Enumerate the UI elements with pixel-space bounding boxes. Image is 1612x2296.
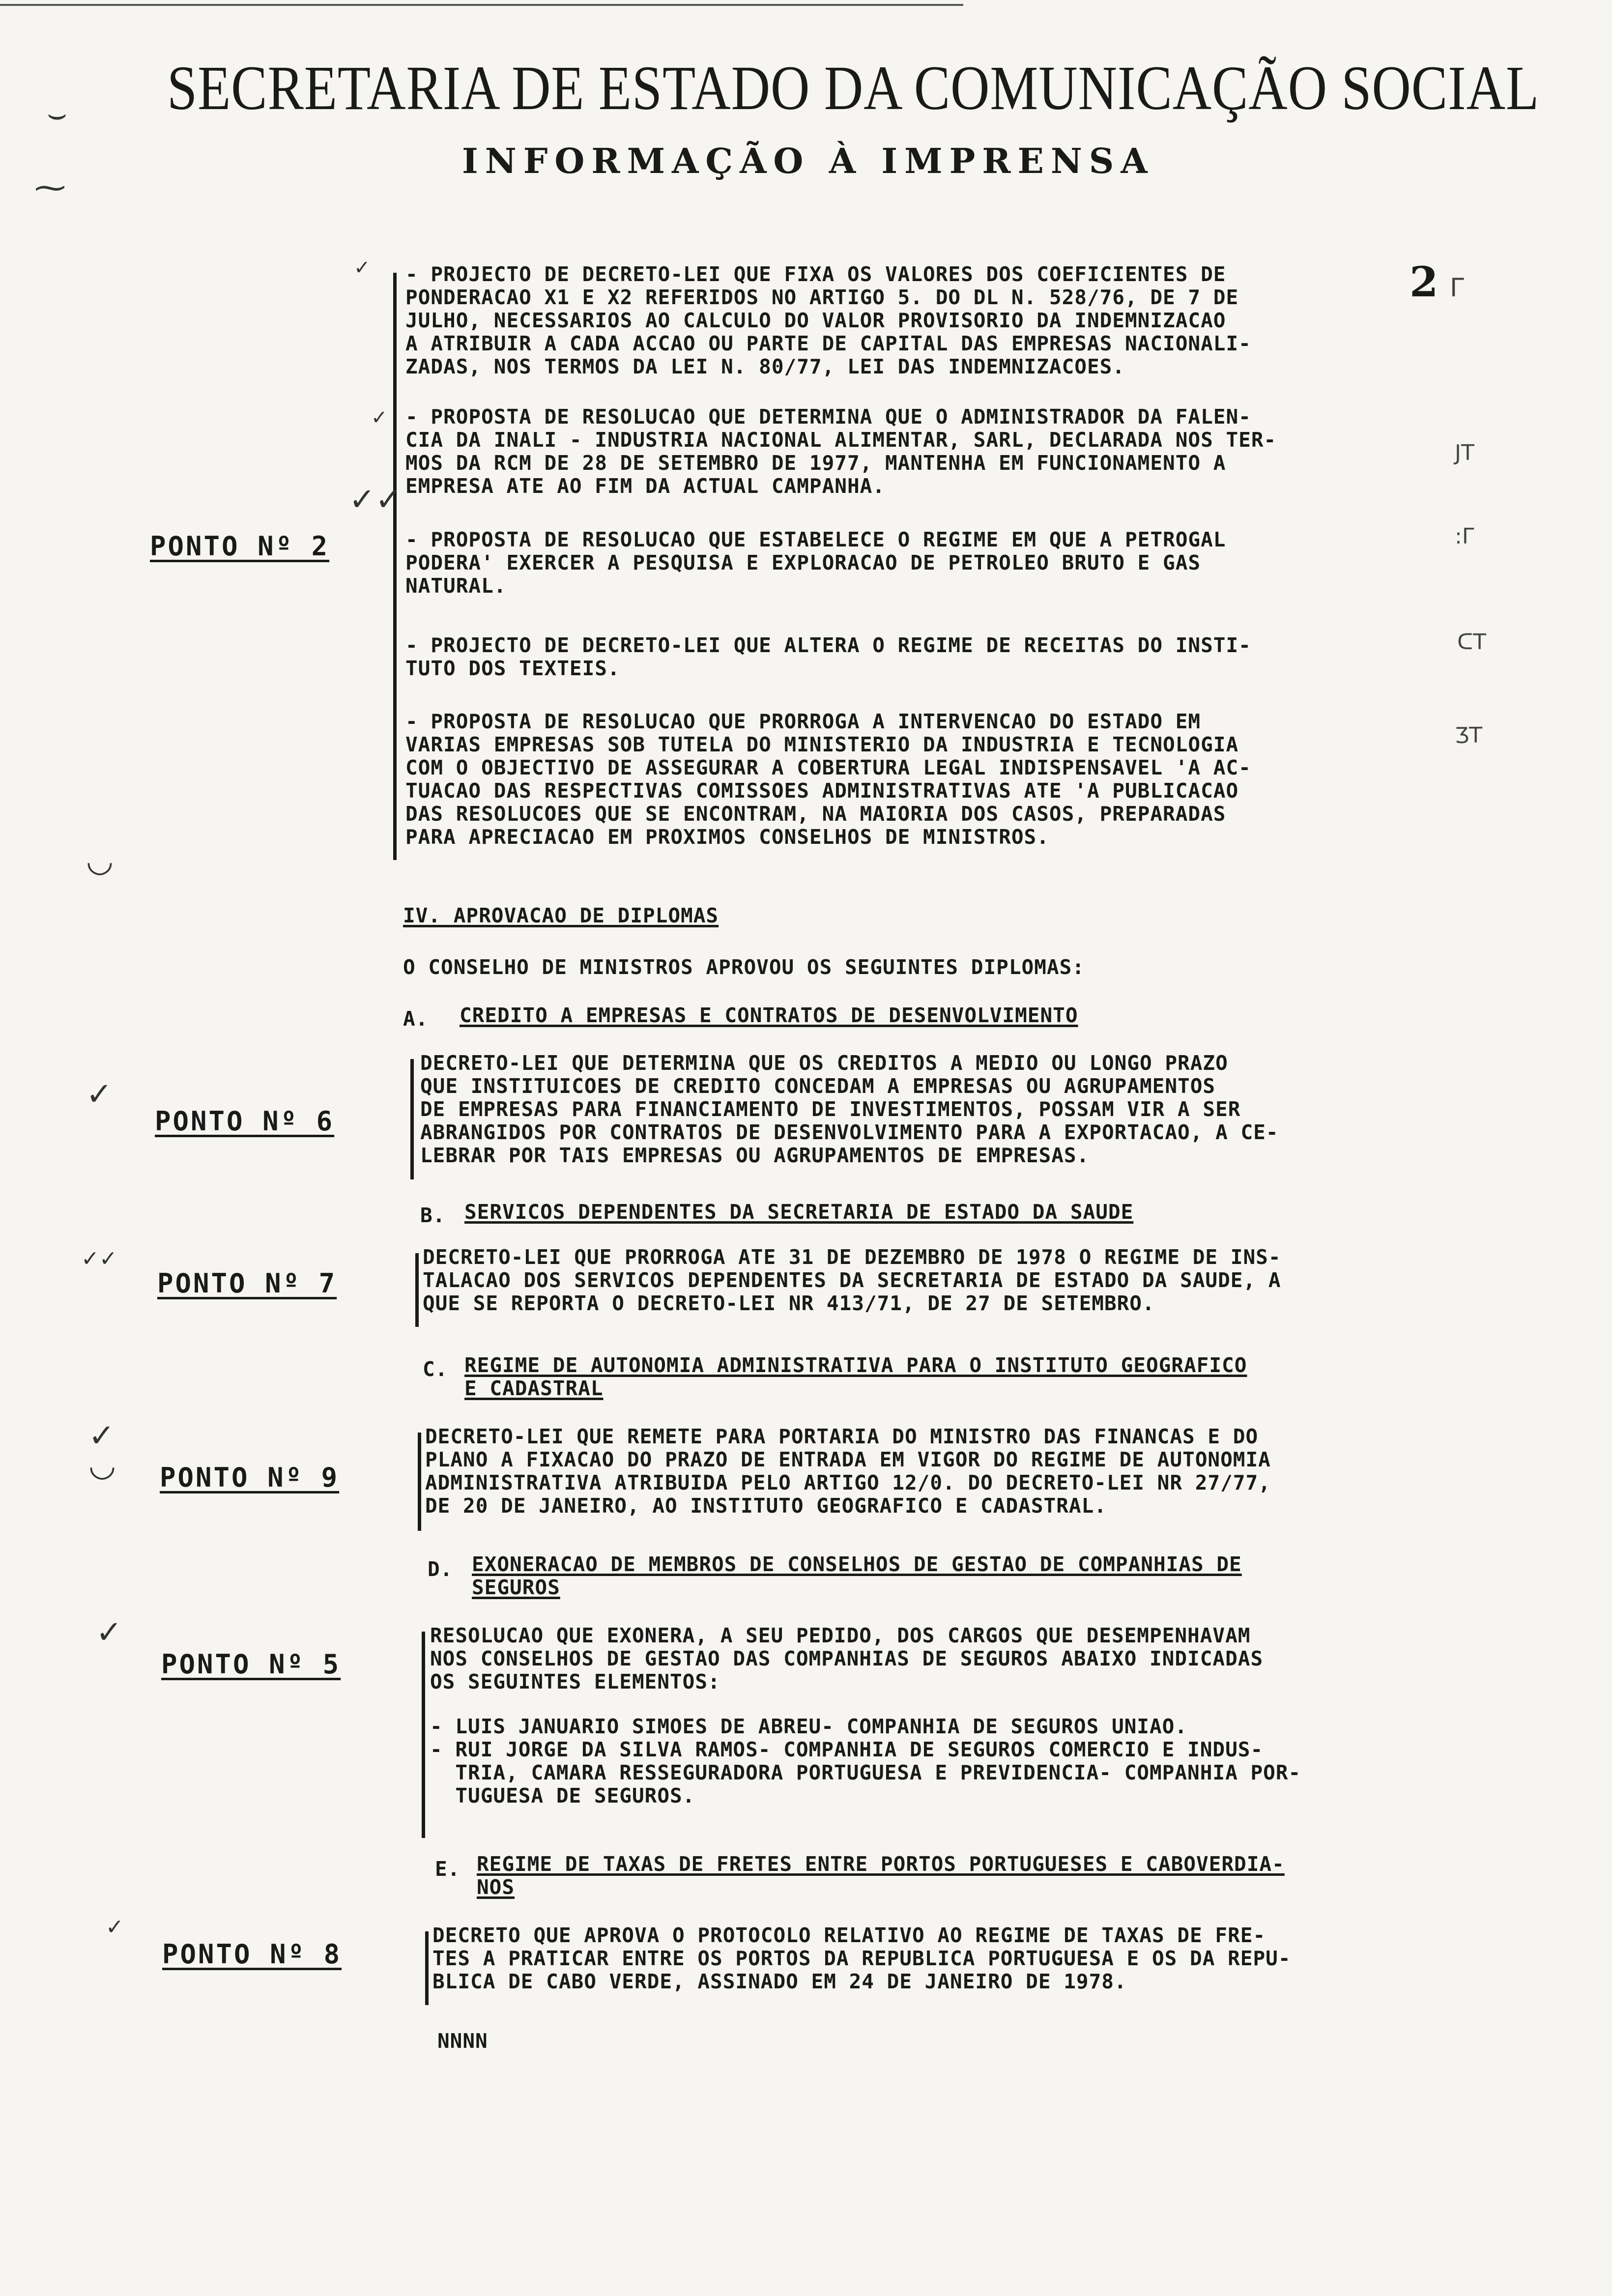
section-c-text: DECRETO-LEI QUE REMETE PARA PORTARIA DO MINISTRO DAS FINANCAS E DO PLANO A FIXACAO DO PRAZO DE ENTRADA EM VIGOR DO REGIME DE AUTONOMIA ADMINISTRATIVA ATRIBUIDA PELO ARTIGO 12/0. DO DECRETO-LEI NR 27/77, DE 20 DE JANEIRO, AO INSTITUTO GEOGRAFICO E CADASTRAL. bbox=[425, 1425, 1271, 1518]
end-marker: NNNN bbox=[437, 2029, 488, 2053]
section-e-title: REGIME DE TAXAS DE FRETES ENTRE PORTOS PORTUGUESES E CABOVERDIA- NOS bbox=[477, 1852, 1285, 1899]
section-c-letter: C. bbox=[423, 1357, 448, 1381]
margin-bar bbox=[425, 1931, 429, 2005]
section-d-title: EXONERACAO DE MEMBROS DE CONSELHOS DE GESTAO DE COMPANHIAS DE SEGUROS bbox=[472, 1552, 1242, 1599]
section-iv-intro: O CONSELHO DE MINISTROS APROVOU OS SEGUINTES DIPLOMAS: bbox=[403, 955, 1085, 979]
section-b-letter: B. bbox=[420, 1204, 446, 1227]
margin-bar bbox=[418, 1433, 421, 1531]
tick-mark-icon: ✓ bbox=[88, 1418, 115, 1454]
margin-bar bbox=[410, 1059, 414, 1179]
curve-mark-icon: ◡ bbox=[86, 843, 114, 879]
dash-mark-icon: ⁓ bbox=[34, 170, 66, 206]
section-e-letter: E. bbox=[435, 1857, 461, 1881]
section-a-letter: A. bbox=[403, 1007, 429, 1031]
item-textes: - PROJECTO DE DECRETO-LEI QUE ALTERA O REGIME DE RECEITAS DO INSTI- TUTO DOS TEXTEIS. bbox=[405, 633, 1251, 680]
ponto-8-label: PONTO Nº 8 bbox=[162, 1939, 342, 1970]
page-subtitle: INFORMAÇÃO À IMPRENSA bbox=[462, 141, 1154, 181]
section-c-title: REGIME DE AUTONOMIA ADMINISTRATIVA PARA O INSTITUTO GEOGRAFICO E CADASTRAL bbox=[464, 1353, 1247, 1400]
dash-mark-icon: ⌣ bbox=[47, 96, 68, 132]
section-e-text: DECRETO QUE APROVA O PROTOCOLO RELATIVO AO REGIME DE TAXAS DE FRE- TES A PRATICAR ENTRE OS PORTOS DA REPUBLICA PORTUGUESA E OS DA REPU- BLICA DE CABO VERDE, ASSINADO EM 24 DE JANEIRO DE 1978. bbox=[432, 1923, 1291, 1993]
tick-mark-icon: ✓ bbox=[371, 406, 388, 429]
page-number: 2 bbox=[1410, 258, 1439, 306]
double-tick-mark-icon: ✓ bbox=[86, 1076, 113, 1113]
section-d-list: - LUIS JANUARIO SIMOES DE ABREU- COMPANHIA DE SEGUROS UNIAO. - RUI JORGE DA SILVA RAMOS- COMPANHIA DE SEGUROS COMERCIO E INDUS- TRIA, CAMARA RESSEGURADORA PORTUGUESA E PREVIDENCIA- COMPANHIA POR- TUGUESA DE SEGUROS. bbox=[430, 1715, 1301, 1808]
section-iv-title: IV. APROVACAO DE DIPLOMAS bbox=[403, 904, 719, 927]
top-rule bbox=[0, 4, 963, 6]
section-d-letter: D. bbox=[428, 1557, 453, 1581]
margin-note-icon: ᑕT bbox=[1457, 630, 1486, 655]
margin-bar bbox=[422, 1632, 425, 1838]
tick-mark-icon: ✓ bbox=[96, 1614, 122, 1651]
section-b-title: SERVICOS DEPENDENTES DA SECRETARIA DE ESTADO DA SAUDE bbox=[464, 1200, 1134, 1224]
page-title: SECRETARIA DE ESTADO DA COMUNICAÇÃO SOCIAL bbox=[167, 53, 1540, 123]
item-inali: - PROPOSTA DE RESOLUCAO QUE DETERMINA QUE O ADMINISTRADOR DA FALEN- CIA DA INALI - INDUSTRIA NACIONAL ALIMENTAR, SARL, DECLARADA NOS TER- MOS DA RCM DE 28 DE SETEMBRO DE 1977, MANTENHA EM FUNCIONAMENTO A EMPRESA ATE AO FIM DA ACTUAL CAMPANHA. bbox=[405, 405, 1277, 498]
margin-note-icon: JT bbox=[1455, 440, 1474, 465]
margin-note-icon: ƷT bbox=[1455, 723, 1483, 748]
curve-mark-icon: ◡ bbox=[88, 1447, 116, 1484]
margin-bar bbox=[393, 273, 397, 860]
tick-mark-icon: ✓ bbox=[106, 1915, 124, 1940]
double-tick-mark-icon: ✓✓ bbox=[81, 1246, 117, 1271]
item-petrogal: - PROPOSTA DE RESOLUCAO QUE ESTABELECE O REGIME EM QUE A PETROGAL PODERA' EXERCER A PESQUISA E EXPLORACAO DE PETROLEO BRUTO E GAS NATURAL. bbox=[405, 528, 1226, 598]
margin-bar bbox=[415, 1253, 419, 1327]
ponto-5-label: PONTO Nº 5 bbox=[161, 1649, 341, 1680]
section-a-title: CREDITO A EMPRESAS E CONTRATOS DE DESENVOLVIMENTO bbox=[460, 1004, 1078, 1027]
tick-mark-icon: ✓ bbox=[354, 257, 371, 279]
margin-note-icon: :Γ bbox=[1455, 524, 1474, 549]
ponto-7-label: PONTO Nº 7 bbox=[157, 1268, 337, 1299]
double-tick-mark-icon: ✓✓ bbox=[349, 482, 402, 518]
margin-note-icon: Γ bbox=[1450, 273, 1464, 303]
ponto-6-label: PONTO Nº 6 bbox=[155, 1106, 335, 1137]
item-intervencao: - PROPOSTA DE RESOLUCAO QUE PRORROGA A INTERVENCAO DO ESTADO EM VARIAS EMPRESAS SOB TUTELA DO MINISTERIO DA INDUSTRIA E TECNOLOGIA COM O OBJECTIVO DE ASSEGURAR A COBERTURA LEGAL INDISPENSAVEL 'A AC- TUACAO DAS RESPECTIVAS COMISSOES ADMINISTRATIVAS ATE 'A PUBLICACAO DAS RESOLUCOES QUE SE ENCONTRAM, NA MAIORIA DOS CASOS, PREPARADAS PARA APRECIACAO EM PROXIMOS CONSELHOS DE MINISTROS. bbox=[405, 710, 1251, 849]
section-b-text: DECRETO-LEI QUE PRORROGA ATE 31 DE DEZEMBRO DE 1978 O REGIME DE INS- TALACAO DOS SERVICOS DEPENDENTES DA SECRETARIA DE ESTADO DA SAUDE, A QUE SE REPORTA O DECRETO-LEI NR 413/71, DE 27 DE SETEMBRO. bbox=[423, 1245, 1281, 1315]
ponto-9-label: PONTO Nº 9 bbox=[160, 1462, 340, 1493]
item-coeficientes: - PROJECTO DE DECRETO-LEI QUE FIXA OS VALORES DOS COEFICIENTES DE PONDERACAO X1 E X2 REFERIDOS NO ARTIGO 5. DO DL N. 528/76, DE 7 DE JULHO, NECESSARIOS AO CALCULO DO VALOR PROVISORIO DA INDEMNIZACAO A ATRIBUIR A CADA ACCAO OU PARTE DE CAPITAL DAS EMPRESAS NACIONALI- ZADAS, NOS TERMOS DA LEI N. 80/77, LEI DAS INDEMNIZACOES. bbox=[405, 262, 1251, 378]
ponto-2-label: PONTO Nº 2 bbox=[150, 531, 330, 562]
section-d-text: RESOLUCAO QUE EXONERA, A SEU PEDIDO, DOS CARGOS QUE DESEMPENHAVAM NOS CONSELHOS DE GESTAO DAS COMPANHIAS DE SEGUROS ABAIXO INDICADAS OS SEGUINTES ELEMENTOS: bbox=[430, 1624, 1264, 1693]
section-a-text: DECRETO-LEI QUE DETERMINA QUE OS CREDITOS A MEDIO OU LONGO PRAZO QUE INSTITUICOES DE CREDITO CONCEDAM A EMPRESAS OU AGRUPAMENTOS DE EMPRESAS PARA FINANCIAMENTO DE INVESTIMENTOS, POSSAM VIR A SER ABRANGIDOS POR CONTRATOS DE DESENVOLVIMENTO PARA A EXPORTACAO, A CE- LEBRAR POR TAIS EMPRESAS OU AGRUPAMENTOS DE EMPRESAS. bbox=[420, 1051, 1279, 1167]
